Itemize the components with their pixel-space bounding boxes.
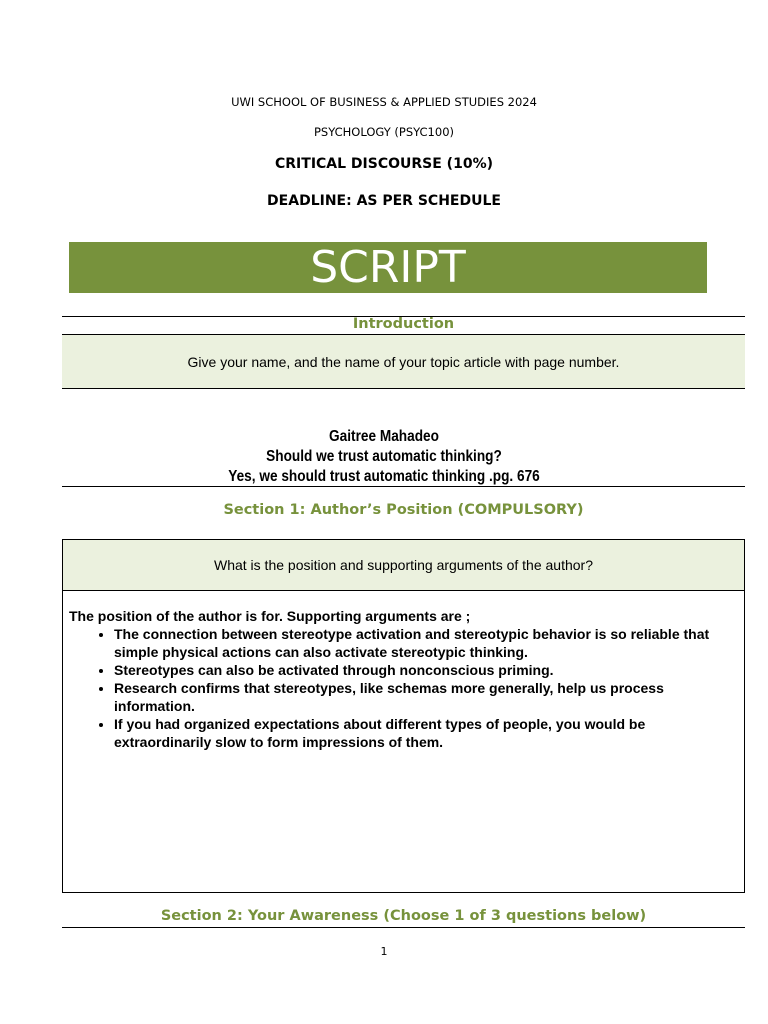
list-item: • Research confirms that stereotypes, like schemas more generally, help us process information. [114,679,738,715]
deadline: DEADLINE: AS PER SCHEDULE [267,193,501,209]
student-name: Gaitree Mahadeo [329,428,439,445]
section1-box [62,539,745,893]
section2-heading: Section 2: Your Awareness (Choose 1 of 3 questions below) [160,908,647,924]
divider [62,927,745,928]
section1-answer[interactable] [63,591,744,751]
page-number: 1 [380,945,388,958]
list-item: • If you had organized expectations about different types of people, you would be extraordinarily slow to form impressions of them. [114,715,738,751]
course-name: PSYCHOLOGY (PSYC100) [313,125,454,139]
divider [62,486,745,487]
script-banner: SCRIPT [69,242,707,293]
introduction-heading: Introduction [352,316,455,332]
article-title: Should we trust automatic thinking? [266,448,502,465]
section1-question: What is the position and supporting arguments of the author? [63,540,744,591]
introduction-prompt: Give your name, and the name of your topic article with page number. [62,334,745,389]
position-page: Yes, we should trust automatic thinking .pg. 676 [228,468,540,485]
answer-intro: The position of the author is for. Supporting arguments are ; [69,608,471,624]
list-item: • The connection between stereotype activation and stereotypic behavior is so reliable that simple physical actions can also activate stereotypic thinking. [114,625,738,661]
school-name: UWI SCHOOL OF BUSINESS & APPLIED STUDIES 2024 [231,95,537,109]
section1-heading: Section 1: Author’s Position (COMPULSORY) [223,502,584,518]
assignment-title: CRITICAL DISCOURSE (10%) [275,156,493,172]
list-item: • Stereotypes can also be activated through nonconscious priming. [114,661,738,679]
argument-list [69,625,738,751]
student-info [46,427,722,487]
